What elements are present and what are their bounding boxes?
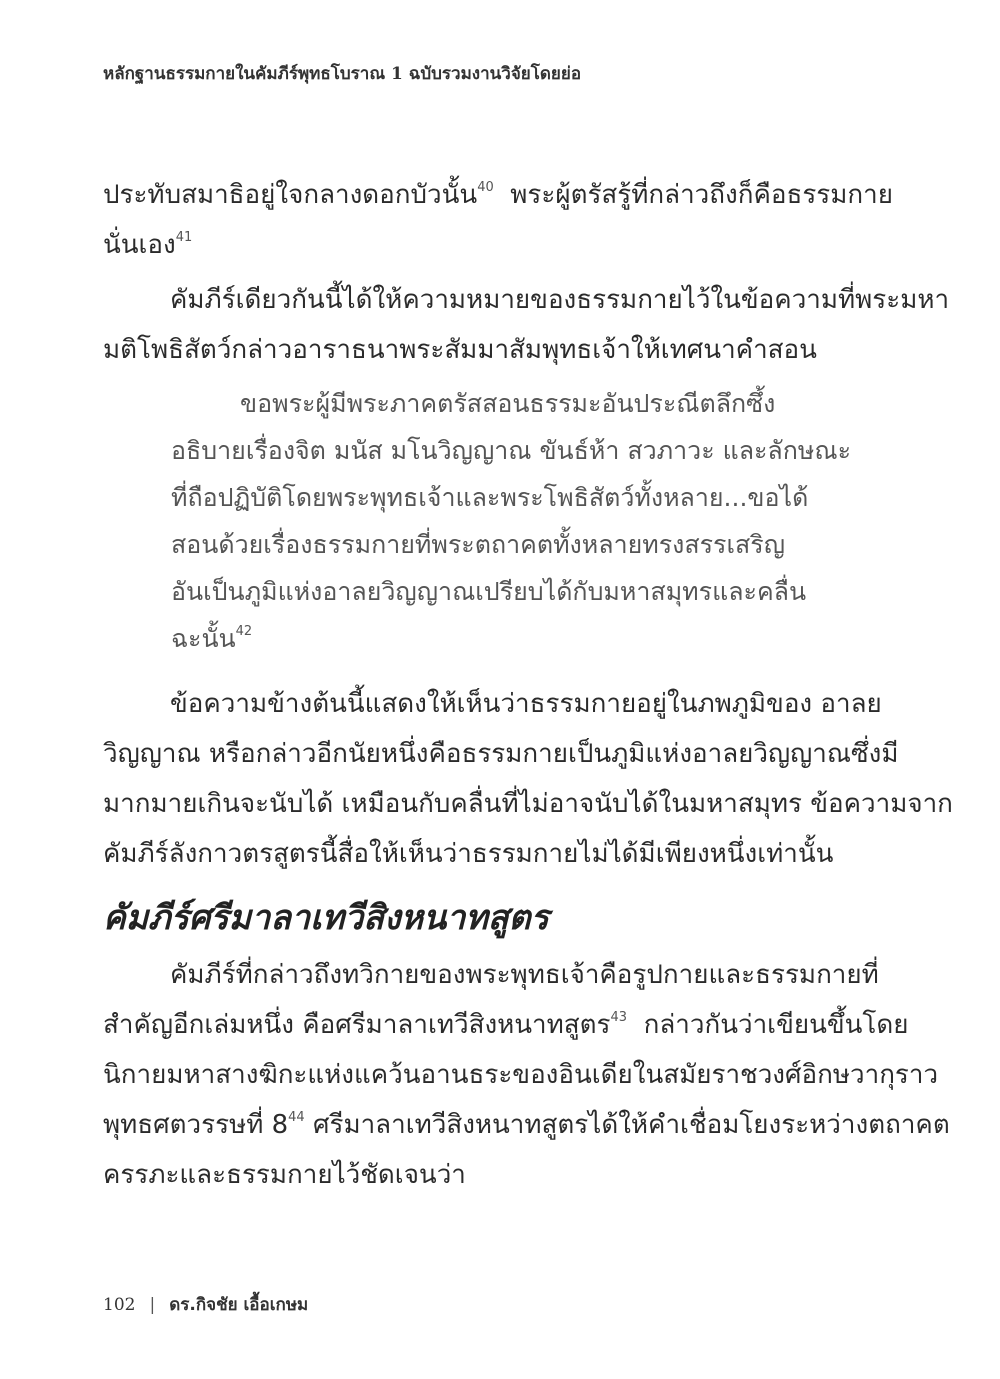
quote-line [171,615,801,662]
running-header: หลักฐานธรรมกายในคัมภีร์พุทธโบราณ 1 ฉบับรวมงานวิจัยโดยย่อ [103,64,582,84]
text-line [103,1100,950,1150]
footnote-ref-42[interactable]: 42 [235,624,253,639]
text-line [103,220,863,270]
text-segment: พุทธศตวรรษที่ 8 [103,1110,289,1140]
quote-line: ที่ถือปฏิบัติโดยพระพุทธเจ้าและพระโพธิสัตว์ทั้งหลาย...ขอได้ [171,483,809,512]
footnote-ref-41[interactable]: 41 [175,230,193,245]
text-segment: นั่นเอง [103,230,176,260]
text-line: วิญญาณ หรือกล่าวอีกนัยหนึ่งคือธรรมกายเป็นภูมิแห่งอาลยวิญญาณซึ่งมี [103,739,899,769]
footer-separator: | [149,1295,156,1315]
footnote-ref-43[interactable]: 43 [610,1010,628,1025]
author-name: ดร.กิจชัย เอื้อเกษม [169,1295,309,1315]
footnote-ref-40[interactable]: 40 [477,180,494,195]
text-segment: ฉะนั้น [171,624,236,653]
paragraph-1 [103,170,893,270]
text-segment: สำคัญอีกเล่มหนึ่ง คือศรีมาลาเทวีสิงหนาทสูตร [103,1010,611,1040]
quote-line: อันเป็นภูมิแห่งอาลยวิญญาณเปรียบได้กับมหาสมุทรและคลื่น [171,577,807,606]
text-segment: พระผู้ตรัสรู้ที่กล่าวถึงก็คือธรรมกาย [510,180,893,210]
text-line: คัมภีร์เดียวกันนี้ได้ให้ความหมายของธรรมกายไว้ในข้อความที่พระมหา [170,285,950,315]
paragraph-4 [103,950,950,1200]
text-line: ข้อความข้างต้นนี้แสดงให้เห็นว่าธรรมกายอยู่ในภพภูมิของ อาลย [170,689,882,719]
text-line [103,1000,909,1050]
quote-line: ขอพระผู้มีพระภาคตรัสสอนธรรมะอันประณีตลึกซึ้ง [240,389,776,418]
text-line: มติโพธิสัตว์กล่าวอาราธนาพระสัมมาสัมพุทธเจ้าให้เทศนาคำสอน [103,335,817,365]
paragraph-3 [103,679,953,879]
page-footer [103,1293,308,1317]
text-segment: ศรีมาลาเทวีสิงหนาทสูตรได้ให้คำเชื่อมโยงระหว่างตถาคต [312,1110,950,1140]
text-line: นิกายมหาสางฆิกะแห่งแคว้นอานธระของอินเดียในสมัยราชวงศ์อิกษวากุราว [103,1060,939,1090]
quote-line: สอนด้วยเรื่องธรรมกายที่พระตถาคตทั้งหลายทรงสรรเสริญ [171,530,786,559]
footnote-ref-44[interactable]: 44 [288,1110,305,1125]
text-line: ครรภะและธรรมกายไว้ชัดเจนว่า [103,1160,466,1190]
text-line: คัมภีร์ลังกาวตรสูตรนี้สื่อให้เห็นว่าธรรมกายไม่ได้มีเพียงหนึ่งเท่านั้น [103,839,834,869]
block-quote [171,380,851,662]
text-segment: ประทับสมาธิอยู่ใจกลางดอกบัวนั้น [103,180,478,210]
section-heading: คัมภีร์ศรีมาลาเทวีสิงหนาทสูตร [103,898,549,938]
text-line: มากมายเกินจะนับได้ เหมือนกับคลื่นที่ไม่อาจนับได้ในมหาสมุทร ข้อความจาก [103,789,953,819]
text-line [103,170,893,220]
text-segment: กล่าวกันว่าเขียนขึ้นโดย [643,1010,909,1040]
paragraph-2 [103,275,950,375]
page-number: 102 [103,1295,136,1315]
quote-line: อธิบายเรื่องจิต มนัส มโนวิญญาณ ขันธ์ห้า สวภาวะ และลักษณะ [171,436,851,465]
text-line: คัมภีร์ที่กล่าวถึงทวิกายของพระพุทธเจ้าคือรูปกายและธรรมกายที่ [170,960,879,990]
